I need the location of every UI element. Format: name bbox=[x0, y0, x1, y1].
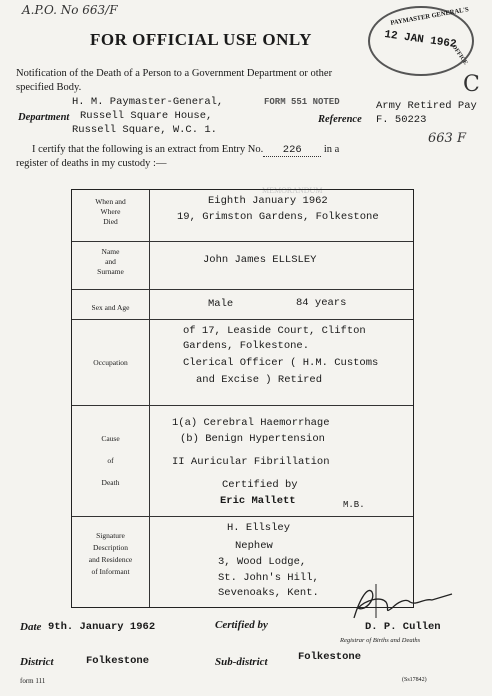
sex-age-label: Sex and Age bbox=[91, 303, 130, 312]
notification-line-2: specified Body. bbox=[16, 82, 82, 93]
row-divider-sex-age bbox=[72, 289, 413, 290]
death-place: 19, Grimston Gardens, Folkestone bbox=[177, 211, 379, 223]
page-title: FOR OFFICIAL USE ONLY bbox=[90, 30, 312, 49]
cause-line-5: Eric Mallett bbox=[220, 495, 296, 507]
certify-text-before: I certify that the following is an extract from Entry No. bbox=[32, 144, 264, 155]
row-divider-name bbox=[72, 241, 413, 242]
informant-line-2: Nephew bbox=[235, 540, 273, 552]
department-line-2: Russell Square House, bbox=[80, 110, 213, 122]
entry-number bbox=[263, 144, 321, 157]
occupation-line-4: and Excise ) Retired bbox=[196, 374, 323, 386]
age-value: 84 years bbox=[296, 297, 347, 309]
reference-label: Reference bbox=[318, 114, 362, 125]
district-value: Folkestone bbox=[86, 655, 150, 667]
certify-text-after: in a bbox=[323, 144, 340, 155]
informant-label-2: Description bbox=[93, 543, 128, 552]
date-label: Date bbox=[20, 621, 42, 633]
informant-line-3: 3, Wood Lodge, bbox=[218, 556, 307, 568]
reference-line-2: F. 50223 bbox=[376, 114, 427, 126]
row-divider-informant bbox=[72, 516, 413, 517]
notification-line-1: Notification of the Death of a Person to a Government Department or other bbox=[16, 68, 333, 79]
received-date-stamp bbox=[368, 6, 474, 76]
occupation-line-2: Gardens, Folkestone. bbox=[183, 340, 310, 352]
row-divider-cause bbox=[72, 405, 413, 406]
informant-line-1: H. Ellsley bbox=[227, 522, 291, 534]
certified-by-label: Certified by bbox=[215, 619, 268, 631]
name-label-3: Surname bbox=[97, 267, 124, 276]
form-number: form 111 bbox=[20, 677, 46, 685]
apo-number-annotation: A.P.O. No 663/F bbox=[22, 3, 118, 17]
row-divider-occupation bbox=[72, 319, 413, 320]
date-value: 9th. January 1962 bbox=[48, 621, 156, 633]
reference-line-1: Army Retired Pay bbox=[376, 100, 477, 112]
informant-label-4: of Informant bbox=[91, 567, 130, 576]
informant-label bbox=[72, 530, 149, 578]
occupation-line-3: Clerical Officer ( H.M. Customs bbox=[183, 357, 379, 369]
show-through-text: MEMORANDUM bbox=[262, 186, 323, 195]
death-entry-table bbox=[71, 189, 414, 608]
informant-line-5: Sevenoaks, Kent. bbox=[218, 587, 319, 599]
informant-label-3: and Residence bbox=[88, 555, 133, 564]
cause-label-1: Cause bbox=[101, 434, 120, 443]
registrar-name: D. P. Cullen bbox=[365, 621, 441, 633]
name-label bbox=[72, 247, 149, 277]
occupation-label: Occupation bbox=[93, 358, 128, 367]
informant-label-1: Signature bbox=[96, 531, 125, 540]
cause-line-1: 1(a) Cerebral Haemorrhage bbox=[172, 417, 330, 429]
top-right-letter-annotation: C bbox=[463, 72, 480, 97]
death-date: Eighth January 1962 bbox=[208, 195, 328, 207]
cause-label-2: of bbox=[107, 456, 114, 465]
cause-line-4: Certified by bbox=[222, 479, 298, 491]
name-label-1: Name bbox=[101, 247, 120, 256]
stamp-top-text: PAYMASTER GENERAL'S bbox=[389, 6, 470, 27]
informant-line-4: St. John's Hill, bbox=[218, 572, 319, 584]
district-label: District bbox=[20, 656, 54, 668]
when-where-label-3: Died bbox=[103, 217, 118, 226]
stamp-side-text: OFFICE bbox=[450, 43, 469, 67]
occupation-line-1: of 17, Leaside Court, Clifton bbox=[183, 325, 366, 337]
registrar-title: Registrar of Births and Deaths bbox=[340, 637, 421, 644]
subdistrict-label: Sub-district bbox=[215, 656, 268, 668]
department-label: Department bbox=[18, 112, 70, 123]
cause-line-6: M.B. bbox=[343, 500, 365, 510]
side-reference-annotation: 663 F bbox=[428, 131, 466, 146]
department-line-3: Russell Square, W.C. 1. bbox=[72, 124, 217, 136]
form-noted-stamp: FORM 551 NOTED bbox=[264, 97, 340, 107]
deceased-name: John James ELLSLEY bbox=[203, 254, 317, 266]
name-label-2: and bbox=[105, 257, 116, 266]
cause-line-2: (b) Benign Hypertension bbox=[180, 433, 325, 445]
cause-label-3: Death bbox=[101, 478, 120, 487]
subdistrict-value: Folkestone bbox=[298, 651, 362, 663]
stamp-date: 12 JAN 1962 bbox=[383, 29, 458, 51]
when-where-label-2: Where bbox=[100, 207, 121, 216]
registrar-signature-icon bbox=[346, 578, 456, 626]
sex-value: Male bbox=[208, 298, 234, 310]
cause-line-3: II Auricular Fibrillation bbox=[172, 456, 330, 468]
department-line-1: H. M. Paymaster-General, bbox=[72, 96, 224, 108]
entry-number-value: 226 bbox=[282, 144, 302, 156]
when-where-label bbox=[72, 197, 149, 227]
certify-line-2: register of deaths in my custody :— bbox=[16, 158, 167, 169]
print-code: (Ss17842) bbox=[402, 677, 427, 683]
when-where-label-1: When and bbox=[95, 197, 126, 206]
certify-text bbox=[32, 144, 339, 157]
